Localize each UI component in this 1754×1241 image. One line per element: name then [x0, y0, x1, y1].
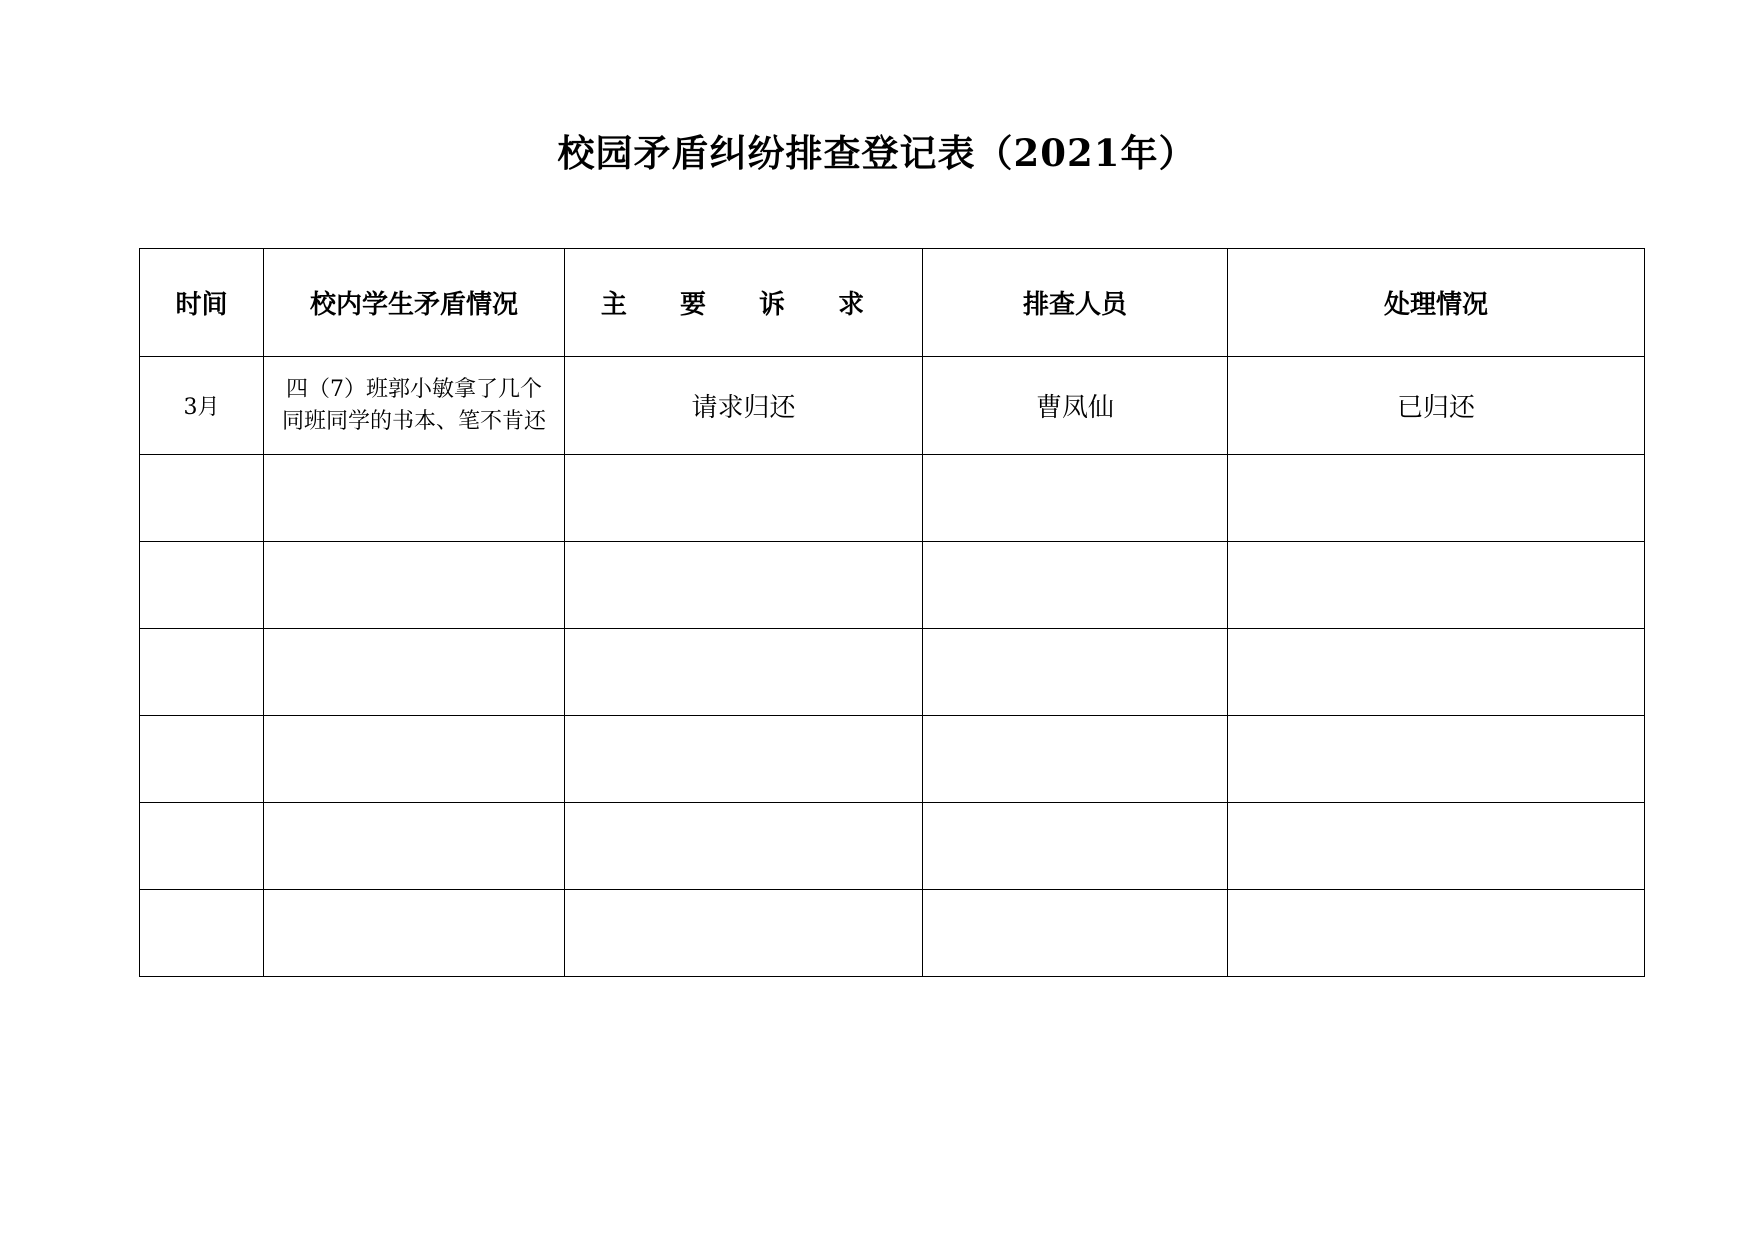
cell-demand	[565, 890, 923, 977]
header-situation: 校内学生矛盾情况	[264, 249, 565, 357]
cell-demand	[565, 629, 923, 716]
table-row	[140, 629, 1645, 716]
cell-time	[140, 542, 264, 629]
cell-situation: 四（7）班郭小敏拿了几个同班同学的书本、笔不肯还	[264, 357, 565, 455]
cell-investigator	[923, 803, 1228, 890]
table-row	[140, 803, 1645, 890]
table-row	[140, 357, 1645, 455]
cell-result	[1228, 455, 1645, 542]
table-row	[140, 890, 1645, 977]
cell-situation	[264, 716, 565, 803]
cell-result	[1228, 629, 1645, 716]
cell-situation	[264, 803, 565, 890]
cell-investigator	[923, 542, 1228, 629]
cell-result	[1228, 890, 1645, 977]
cell-result: 已归还	[1228, 357, 1645, 455]
cell-time	[140, 890, 264, 977]
header-time: 时间	[140, 249, 264, 357]
cell-situation	[264, 629, 565, 716]
table-row	[140, 716, 1645, 803]
cell-time	[140, 629, 264, 716]
cell-demand	[565, 716, 923, 803]
cell-time	[140, 455, 264, 542]
cell-investigator	[923, 716, 1228, 803]
cell-result	[1228, 803, 1645, 890]
cell-investigator	[923, 455, 1228, 542]
cell-investigator: 曹凤仙	[923, 357, 1228, 455]
cell-result	[1228, 716, 1645, 803]
cell-situation	[264, 455, 565, 542]
cell-demand: 请求归还	[565, 357, 923, 455]
cell-demand	[565, 542, 923, 629]
table-row	[140, 455, 1645, 542]
header-investigator: 排查人员	[923, 249, 1228, 357]
cell-demand	[565, 803, 923, 890]
cell-demand	[565, 455, 923, 542]
cell-result	[1228, 542, 1645, 629]
document-title: 校园矛盾纠纷排查登记表（2021年）	[557, 131, 1197, 175]
table-row	[140, 542, 1645, 629]
header-main-demand: 主 要 诉 求	[565, 249, 923, 357]
register-table	[139, 248, 1645, 977]
cell-investigator	[923, 629, 1228, 716]
cell-situation	[264, 542, 565, 629]
header-row	[140, 249, 1645, 357]
cell-situation	[264, 890, 565, 977]
cell-time	[140, 803, 264, 890]
cell-time: 3月	[140, 357, 264, 455]
cell-investigator	[923, 890, 1228, 977]
header-result: 处理情况	[1228, 249, 1645, 357]
cell-time	[140, 716, 264, 803]
